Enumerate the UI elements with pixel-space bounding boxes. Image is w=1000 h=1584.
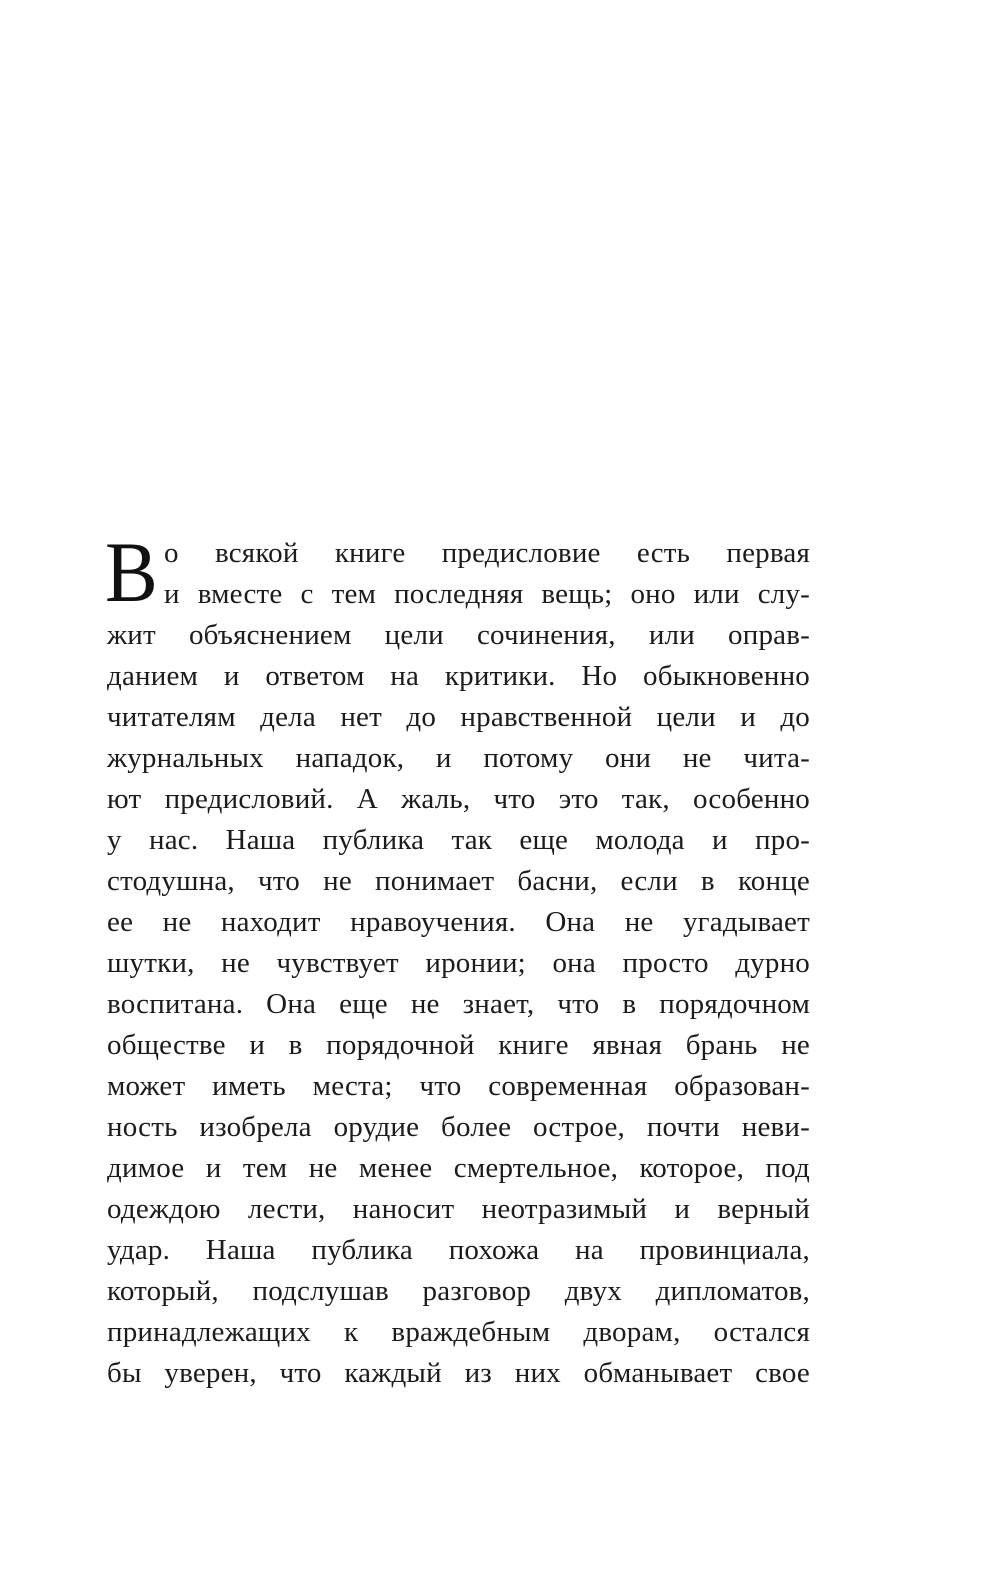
text-line: ют предисловий. А жаль, что это так, особенно [107,783,810,815]
text-line: обществе и в порядочной книге явная брань не [107,1029,810,1061]
text-line: воспитана. Она еще не знает, что в порядочном [107,988,810,1020]
text-line: шутки, не чувствует иронии; она просто дурно [107,947,810,979]
text-line: у нас. Наша публика так еще молода и про- [107,824,810,856]
text-line: одеждою лести, наносит неотразимый и верный [107,1193,810,1225]
text-line: может иметь места; что современная образован- [107,1070,810,1102]
preface-paragraph [105,524,810,1394]
text-line: принадлежащих к враждебным дворам, остался [107,1316,810,1348]
text-line: бы уверен, что каждый из них обманывает свое [107,1357,810,1389]
text-line: ее не находит нравоучения. Она не угадывает [107,906,810,938]
text-line: журнальных нападок, и потому они не чита- [107,742,810,774]
text-line: ность изобрела орудие более острое, почти неви- [107,1111,810,1143]
text-line: читателям дела нет до нравственной цели и до [107,701,810,733]
drop-cap: В [105,524,158,620]
text-line: о всякой книге предисловие есть первая [164,537,810,569]
text-line: и вместе с тем последняя вещь; оно или слу- [164,578,810,610]
text-line: удар. Наша публика похожа на провинциала, [107,1234,810,1266]
text-line: данием и ответом на критики. Но обыкновенно [107,660,810,692]
text-line: димое и тем не менее смертельное, которое, под [107,1152,810,1184]
text-line: который, подслушав разговор двух дипломатов, [107,1275,810,1307]
text-line: жит объяснением цели сочинения, или оправ- [107,619,810,651]
text-line: стодушна, что не понимает басни, если в конце [107,865,810,897]
